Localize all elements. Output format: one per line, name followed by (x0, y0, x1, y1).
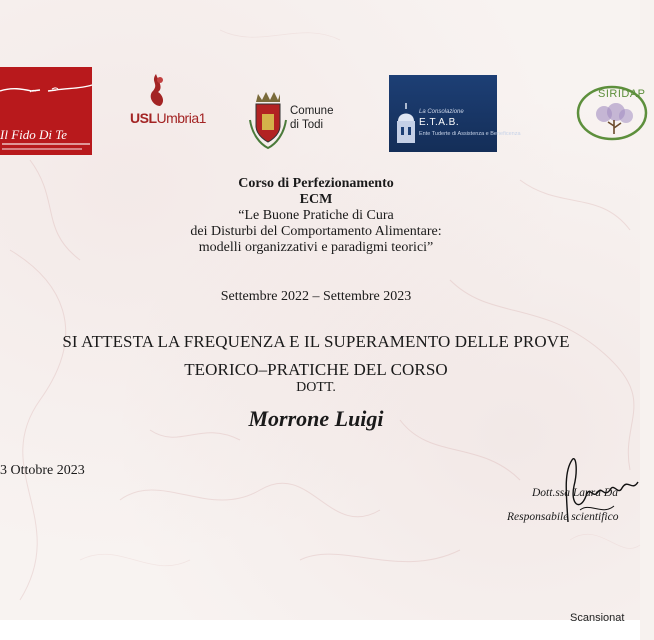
etab-logo (389, 75, 521, 152)
usl-umbria-logo (128, 72, 206, 132)
etab-logo-subtitle: Ente Tuderte di Assistenza e Beneficenza (419, 131, 521, 137)
attestation-statement (0, 328, 632, 384)
course-name-line: “Le Buone Pratiche di Cura (238, 208, 394, 223)
course-name-line: modelli organizzativi e paradigmi teorici” (198, 240, 434, 255)
scan-footer-strip (0, 620, 640, 640)
scan-watermark-text: Scansionat (570, 612, 625, 624)
course-name-line: dei Disturbi del Comportamento Alimentare: (190, 224, 442, 239)
coat-of-arms-icon (250, 90, 286, 152)
usl-flame-icon (146, 72, 168, 108)
issue-date: 3 Ottobre 2023 (0, 463, 85, 478)
comune-logo-text: Comune di Todi (290, 105, 334, 131)
church-dome-icon (393, 101, 419, 149)
course-ecm: ECM (299, 192, 333, 207)
course-type: Corso di Perfezionamento (238, 176, 394, 191)
etab-logo-small-text: La Consolazione (419, 109, 464, 115)
siridap-logo-text: SIRIDAP (598, 88, 646, 100)
usl-logo-text: USLUmbria1 (130, 110, 206, 126)
etab-logo-name: E.T.A.B. (419, 117, 460, 128)
signatory-role: Responsabile scientifico (507, 511, 619, 523)
comune-di-todi-logo (250, 88, 340, 154)
course-period: Settembre 2022 – Settembre 2023 (220, 289, 412, 304)
fido-logo-subtitle (2, 148, 82, 150)
signatory-name: Dott.ssa Laura Da (532, 487, 618, 499)
fido-di-te-logo (0, 67, 92, 155)
recipient-name: Morrone Luigi (248, 406, 384, 431)
creation-hands-icon (0, 73, 92, 105)
siridap-logo (572, 80, 646, 142)
recipient-title: DOTT. (296, 380, 336, 395)
course-description (0, 176, 632, 256)
attestation-line: TEORICO–PRATICHE DEL CORSO (184, 360, 448, 379)
fido-logo-subtitle (2, 143, 90, 145)
fido-logo-text: Il Fido Di Te (0, 127, 68, 142)
attestation-line: SI ATTESTA LA FREQUENZA E IL SUPERAMENTO DELLE PROVE (62, 332, 570, 351)
